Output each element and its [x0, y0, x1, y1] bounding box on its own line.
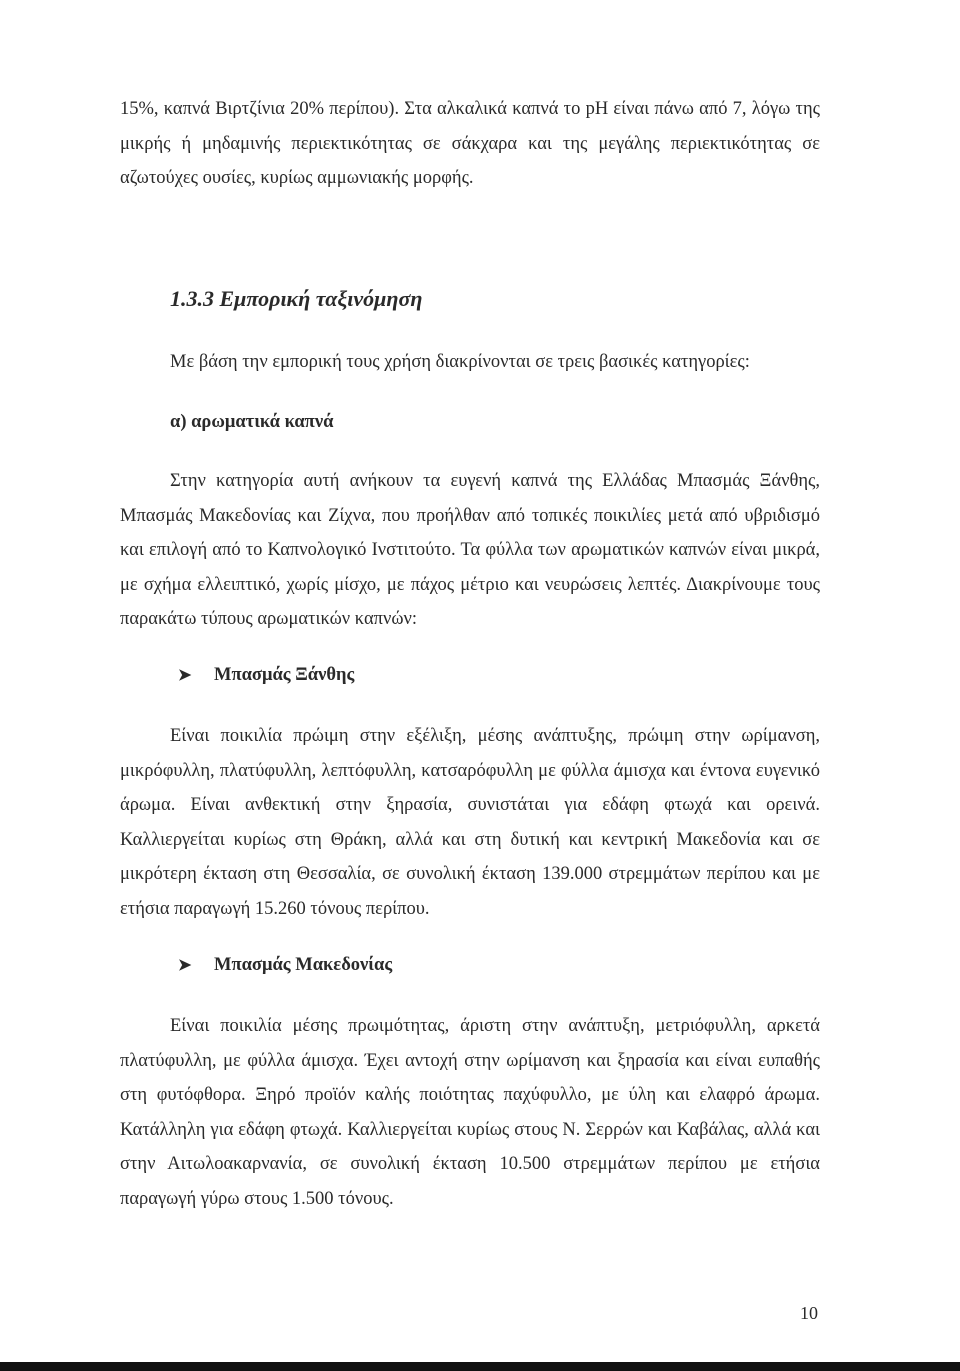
paragraph-continuation: 15%, καπνά Βιρτζίνια 20% περίπου). Στα αλκαλικά καπνά το pH είναι πάνω από 7, λόγω της μικρής ή μηδαμινής περιεκτικότητας σε σάκχαρα και της μεγάλης περιεκτικότητας σε αζωτούχες ουσίες, κυρίως αμμωνιακής μορφής.: [120, 99, 820, 188]
intro-line: Με βάση την εμπορική τους χρήση διακρίνονται σε τρεις βασικές κατηγορίες:: [170, 352, 750, 372]
page-number: 10: [800, 1303, 818, 1323]
arrow-bullet-icon: ➤: [178, 956, 192, 974]
bullet-basmas-xanthis: [178, 665, 354, 686]
paragraph-xanthis: Είναι ποικιλία πρώιμη στην εξέλιξη, μέσης ανάπτυξης, πρώιμη στην ωρίμανση, μικρόφυλλη, πλατύφυλλη, λεπτόφυλλη, κατσαρόφυλλη με φύλλα άμισχα και έντονα ευγενικό άρωμα. Είναι ανθεκτική στην ξηρασία, συνιστάται για εδάφη φτωχά και ορεινά. Καλλιεργείται κυρίως στη Θράκη, αλλά και στη δυτική και κεντρική Μακεδονία και σε μικρότερη έκταση στη Θεσσαλία, σε συνολική έκταση 139.000 στρεμμάτων περίπου και με ετήσια παραγωγή 15.260 τόνους περίπου.: [120, 726, 820, 919]
bullet-basmas-makedonias: [178, 955, 392, 976]
bullet-label: Μπασμάς Μακεδονίας: [214, 955, 393, 975]
bottom-edge-rule: [0, 1362, 960, 1371]
paragraph-makedonias: Είναι ποικιλία μέσης πρωιμότητας, άριστη στην ανάπτυξη, μετριόφυλλη, αρκετά πλατύφυλλη, με φύλλα άμισχα. Έχει αντοχή στην ωρίμανση και ξηρασία και είναι ευπαθής στη φυτόφθορα. Ξηρό προϊόν καλής ποιότητας παχύφυλλο, με ύλη και ελαφρό άρωμα. Κατάλληλη για εδάφη φτωχά. Καλλιεργείται κυρίως στους Ν. Σερρών και Καβάλας, αλλά και στην Αιτωλοακαρνανία, σε συνολική έκταση 10.500 στρεμμάτων περίπου με ετήσια παραγωγή γύρω στους 1.500 τόνους.: [120, 1016, 820, 1209]
section-heading: 1.3.3 Εμπορική ταξινόμηση: [170, 286, 423, 311]
arrow-bullet-icon: ➤: [178, 666, 192, 684]
bullet-label: Μπασμάς Ξάνθης: [214, 665, 355, 685]
subheading-aromatic: α) αρωματικά καπνά: [170, 412, 334, 432]
paragraph-aromatic: Στην κατηγορία αυτή ανήκουν τα ευγενή καπνά της Ελλάδας Μπασμάς Ξάνθης, Μπασμάς Μακεδονίας και Ζίχνα, που προήλθαν από τοπικές ποικιλίες μετά από υβριδισμό και επιλογή από το Καπνολογικό Ινστιτούτο. Τα φύλλα των αρωματικών καπνών είναι μικρά, με σχήμα ελλειπτικό, χωρίς μίσχο, με πάχος μέτριο και νευρώσεις λεπτές. Διακρίνουμε τους παρακάτω τύπους αρωματικών καπνών:: [120, 471, 820, 629]
